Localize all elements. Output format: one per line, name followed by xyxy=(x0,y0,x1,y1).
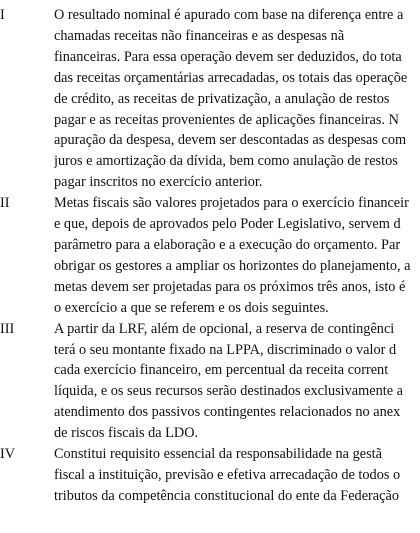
item-i xyxy=(0,5,420,193)
item-numeral: II xyxy=(0,195,10,212)
text-line: das receitas orçamentárias arrecadadas, os totais das operaçõe xyxy=(54,69,408,86)
text-line: atendimento dos passivos contingentes relacionados no anex xyxy=(54,404,401,421)
item-numeral: IV xyxy=(0,446,16,463)
text-line: Metas fiscais são valores projetados para o exercício financeir xyxy=(54,195,409,212)
text-line: o exercício a que se referem e os dois seguintes. xyxy=(54,299,329,316)
item-numeral: III xyxy=(0,320,15,337)
text-line: terá o seu montante fixado na LPPA, discriminado o valor d xyxy=(54,341,397,358)
text-line: de crédito, as receitas de privatização, a anulação de restos xyxy=(54,90,390,107)
text-line: pagar inscritos no exercício anterior. xyxy=(54,174,263,191)
item-ii xyxy=(0,193,420,318)
text-line: financeiras. Para essa operação devem ser deduzidos, do tota xyxy=(54,48,402,65)
item-iii xyxy=(0,319,420,444)
text-line: chamadas receitas não financeiras e as despesas nã xyxy=(54,27,345,44)
text-line: de riscos fiscais da LDO. xyxy=(54,425,199,442)
text-line: A partir da LRF, além de opcional, a reserva de contingênci xyxy=(54,320,395,337)
text-line: líquida, e os seus recursos serão destinados exclusivamente a xyxy=(54,383,403,400)
text-line: apuração da despesa, devem ser descontadas as despesas com xyxy=(54,132,407,149)
text-line: tributos da competência constitucional do ente da Federação xyxy=(54,487,399,504)
text-line: O resultado nominal é apurado com base na diferença entre a xyxy=(54,7,404,23)
text-line: metas devem ser projetadas para os próximos três anos, isto é xyxy=(54,278,406,295)
text-line: e que, depois de aprovados pelo Poder Legislativo, servem d xyxy=(54,216,401,233)
text-line: cada exercício financeiro, em percentual da receita corrent xyxy=(54,362,389,379)
text-line: parâmetro para a elaboração e a execução do orçamento. Par xyxy=(54,236,401,253)
text-line: fiscal a instituição, previsão e efetiva arrecadação de todos o xyxy=(54,466,401,483)
text-line: obrigar os gestores a ampliar os horizontes do planejamento, a xyxy=(54,257,411,274)
text-line: juros e amortização da dívida, bem como anulação de restos xyxy=(54,153,398,170)
text-line: pagar e as receitas provenientes de aplicações financeiras. N xyxy=(54,111,399,128)
item-numeral: I xyxy=(0,7,5,23)
item-iv xyxy=(0,444,420,507)
text-line: Constitui requisito essencial da responsabilidade na gestã xyxy=(54,446,382,463)
